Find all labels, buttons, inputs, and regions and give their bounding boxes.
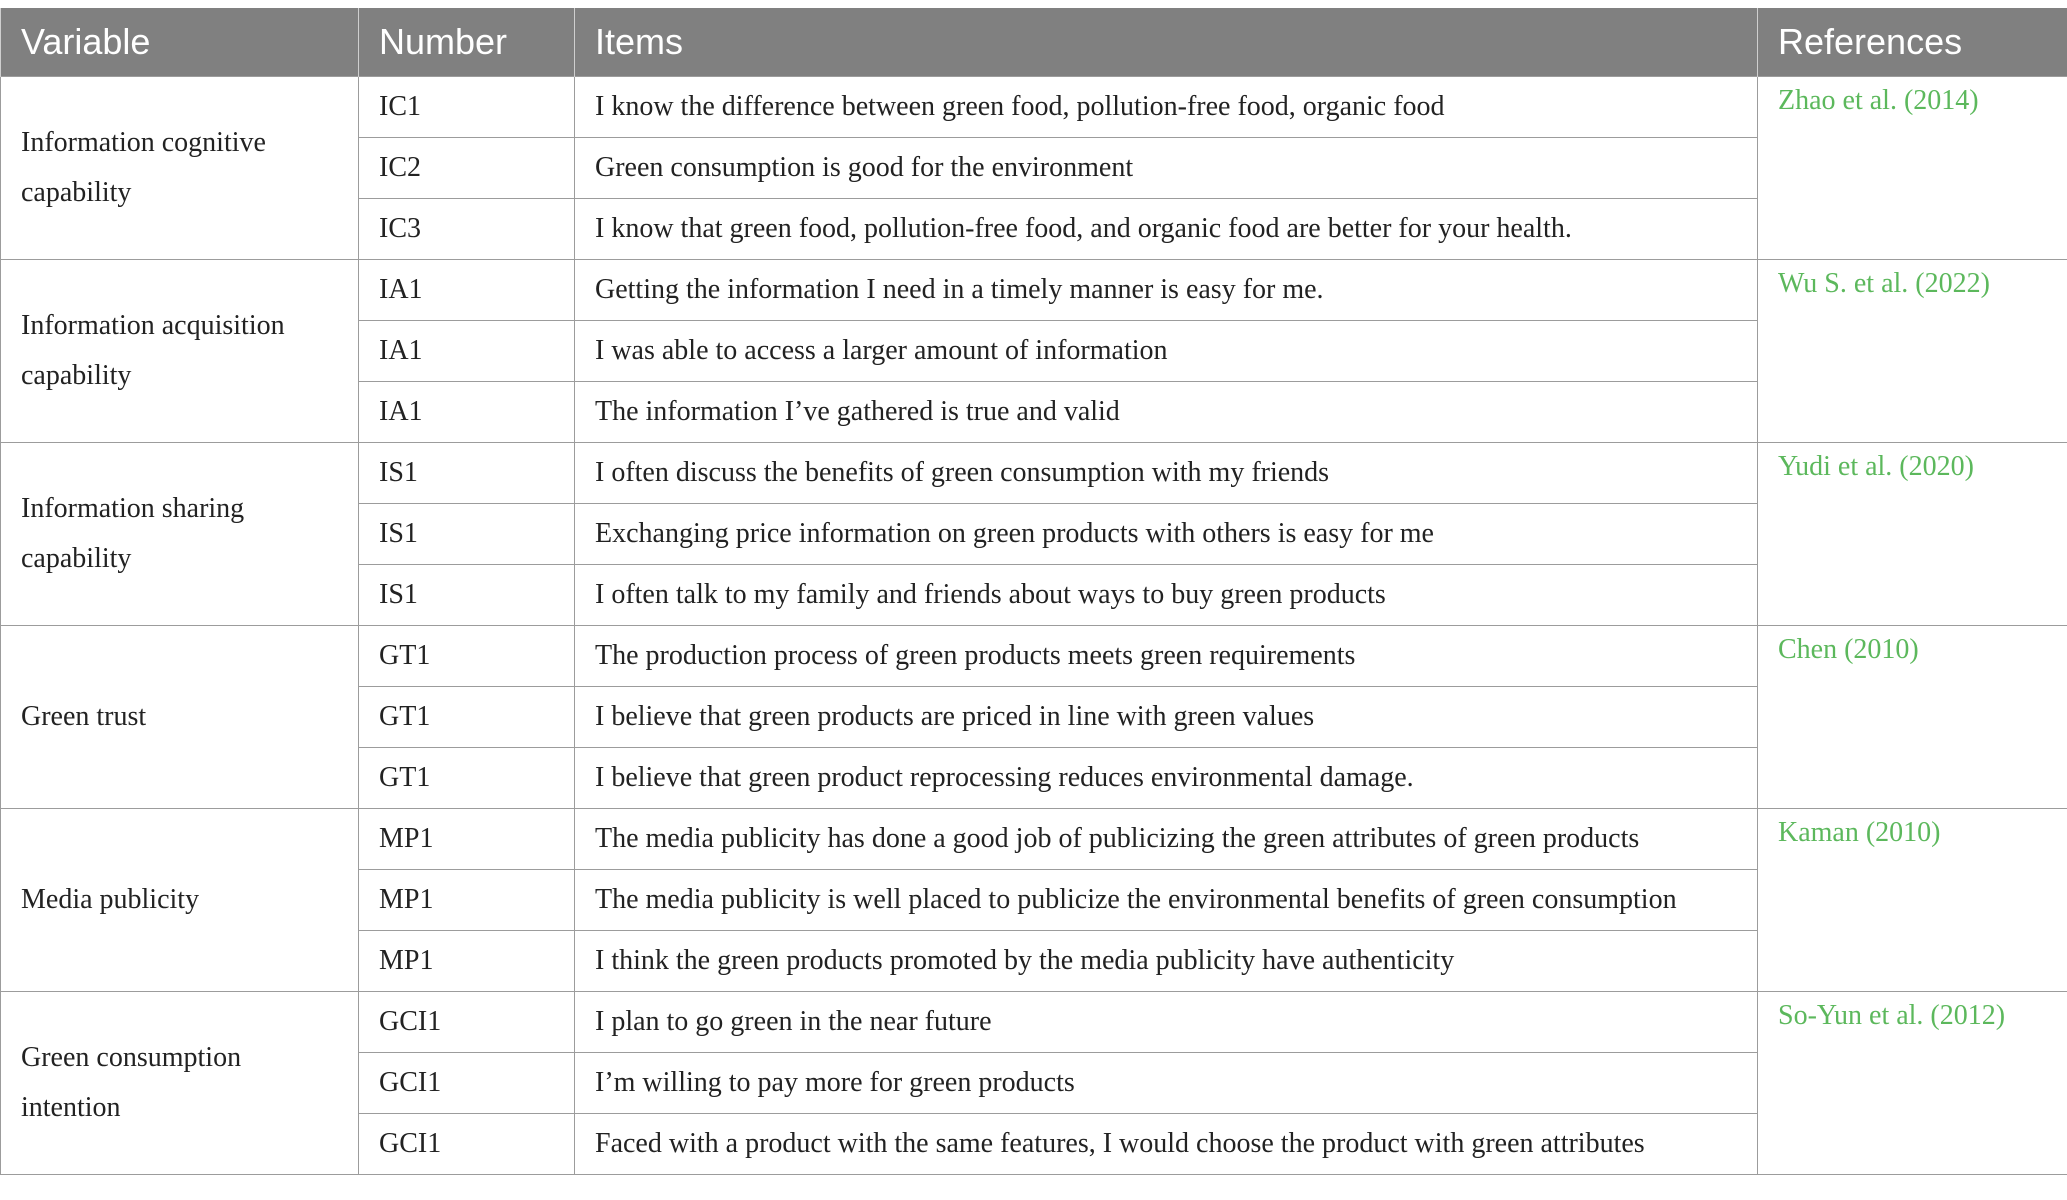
variable-label: Green consumption: [21, 1042, 242, 1073]
variable-label: Information cognitive: [21, 127, 266, 158]
reference-link[interactable]: So-Yun et al. (2012): [1758, 992, 2067, 1175]
variable-label: capability: [21, 543, 132, 574]
variable-cell: [1, 443, 359, 626]
header-row: [1, 8, 2067, 77]
item-text: Exchanging price information on green products with others is easy for me: [575, 504, 1758, 565]
table-row: [1, 443, 2067, 504]
item-number: GT1: [359, 748, 575, 809]
variable-label: intention: [21, 1092, 121, 1123]
item-number: IC2: [359, 138, 575, 199]
variable-cell: [1, 626, 359, 809]
variable-label: Information acquisition: [21, 310, 285, 341]
variable-cell: [1, 809, 359, 992]
item-text: The information I’ve gathered is true and valid: [575, 382, 1758, 443]
item-text: I believe that green products are priced in line with green values: [575, 687, 1758, 748]
item-number: IA1: [359, 260, 575, 321]
item-text: I’m willing to pay more for green products: [575, 1053, 1758, 1114]
item-number: IC1: [359, 77, 575, 138]
reference-link[interactable]: Yudi et al. (2020): [1758, 443, 2067, 626]
item-number: IA1: [359, 382, 575, 443]
table-row: [1, 626, 2067, 687]
item-text: I know that green food, pollution-free food, and organic food are better for your health.: [575, 199, 1758, 260]
header-references: References: [1758, 8, 2067, 77]
table-row: [1, 77, 2067, 138]
item-text: The media publicity has done a good job of publicizing the green attributes of green products: [575, 809, 1758, 870]
reference-link[interactable]: Chen (2010): [1758, 626, 2067, 809]
table-row: [1, 260, 2067, 321]
item-number: GT1: [359, 626, 575, 687]
item-text: I often discuss the benefits of green consumption with my friends: [575, 443, 1758, 504]
item-number: IA1: [359, 321, 575, 382]
item-text: I think the green products promoted by the media publicity have authenticity: [575, 931, 1758, 992]
item-number: GT1: [359, 687, 575, 748]
item-text: Faced with a product with the same features, I would choose the product with green attributes: [575, 1114, 1758, 1175]
item-number: GCI1: [359, 1053, 575, 1114]
item-text: I plan to go green in the near future: [575, 992, 1758, 1053]
variable-label: capability: [21, 177, 132, 208]
measurement-table: [0, 8, 2067, 1175]
table-body: [1, 77, 2067, 1175]
header-items: Items: [575, 8, 1758, 77]
variable-cell: [1, 260, 359, 443]
item-number: GCI1: [359, 992, 575, 1053]
item-number: IS1: [359, 504, 575, 565]
item-text: Green consumption is good for the environment: [575, 138, 1758, 199]
item-number: IS1: [359, 565, 575, 626]
item-text: I believe that green product reprocessing reduces environmental damage.: [575, 748, 1758, 809]
variable-label: Green trust: [21, 701, 147, 732]
item-number: IC3: [359, 199, 575, 260]
item-text: I was able to access a larger amount of information: [575, 321, 1758, 382]
item-number: MP1: [359, 809, 575, 870]
item-text: I know the difference between green food, pollution-free food, organic food: [575, 77, 1758, 138]
item-number: GCI1: [359, 1114, 575, 1175]
variable-label: Media publicity: [21, 884, 200, 915]
variable-cell: [1, 77, 359, 260]
item-number: MP1: [359, 870, 575, 931]
item-text: I often talk to my family and friends about ways to buy green products: [575, 565, 1758, 626]
item-text: The production process of green products meets green requirements: [575, 626, 1758, 687]
reference-link[interactable]: Kaman (2010): [1758, 809, 2067, 992]
item-text: The media publicity is well placed to publicize the environmental benefits of green consumption: [575, 870, 1758, 931]
variable-label: Information sharing: [21, 493, 245, 524]
item-number: IS1: [359, 443, 575, 504]
variable-cell: [1, 992, 359, 1175]
table-row: [1, 992, 2067, 1053]
variable-label: capability: [21, 360, 132, 391]
table-row: [1, 809, 2067, 870]
item-text: Getting the information I need in a timely manner is easy for me.: [575, 260, 1758, 321]
reference-link[interactable]: Zhao et al. (2014): [1758, 77, 2067, 260]
item-number: MP1: [359, 931, 575, 992]
measurement-table-container: [0, 8, 2067, 1175]
header-variable: Variable: [1, 8, 359, 77]
header-number: Number: [359, 8, 575, 77]
reference-link[interactable]: Wu S. et al. (2022): [1758, 260, 2067, 443]
